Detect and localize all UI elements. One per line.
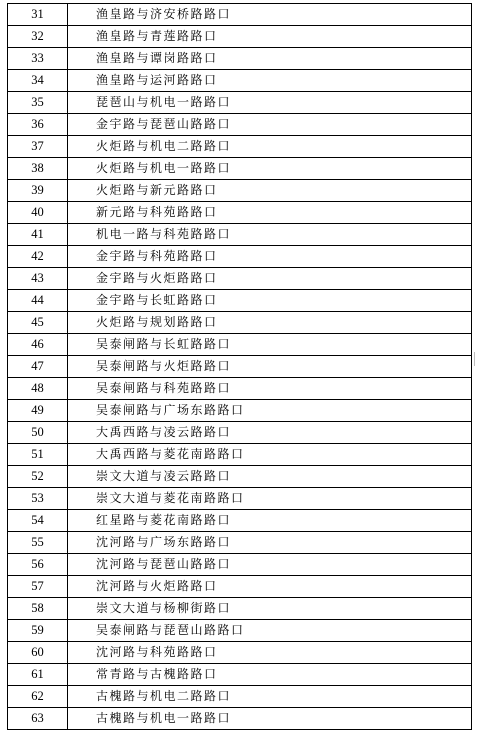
intersection-name: 金宇路与火炬路路口: [68, 268, 472, 290]
row-number: 48: [8, 378, 68, 400]
table-row: [8, 444, 472, 466]
intersection-name: 机电一路与科苑路路口: [68, 224, 472, 246]
intersection-name: 金宇路与琵琶山路路口: [68, 114, 472, 136]
row-number: 51: [8, 444, 68, 466]
row-number: 43: [8, 268, 68, 290]
intersection-name: 火炬路与机电二路路口: [68, 136, 472, 158]
table-row: [8, 224, 472, 246]
intersection-name: 大禹西路与凌云路路口: [68, 422, 472, 444]
row-number: 37: [8, 136, 68, 158]
table-row: [8, 268, 472, 290]
intersection-name: 沈河路与火炬路路口: [68, 576, 472, 598]
table-row: [8, 246, 472, 268]
table-row: [8, 510, 472, 532]
table-row: [8, 576, 472, 598]
row-number: 50: [8, 422, 68, 444]
intersection-name: 常青路与古槐路路口: [68, 664, 472, 686]
row-number: 59: [8, 620, 68, 642]
row-number: 34: [8, 70, 68, 92]
table-row: [8, 202, 472, 224]
intersection-table: [7, 3, 472, 730]
intersection-name: 吴泰闸路与长虹路路口: [68, 334, 472, 356]
row-number: 56: [8, 554, 68, 576]
table-row: [8, 664, 472, 686]
table-row: [8, 70, 472, 92]
row-number: 33: [8, 48, 68, 70]
row-number: 38: [8, 158, 68, 180]
row-number: 49: [8, 400, 68, 422]
row-number: 36: [8, 114, 68, 136]
intersection-name: 古槐路与机电二路路口: [68, 686, 472, 708]
intersection-name: 沈河路与科苑路路口: [68, 642, 472, 664]
intersection-name: 吴泰闸路与火炬路路口: [68, 356, 472, 378]
intersection-name: 吴泰闸路与琵琶山路路口: [68, 620, 472, 642]
table-row: [8, 598, 472, 620]
table-row: [8, 290, 472, 312]
intersection-name: 渔皇路与济安桥路路口: [68, 4, 472, 26]
row-number: 39: [8, 180, 68, 202]
table-row: [8, 136, 472, 158]
table-row: [8, 26, 472, 48]
intersection-name: 吴泰闸路与科苑路路口: [68, 378, 472, 400]
row-number: 62: [8, 686, 68, 708]
intersection-name: 新元路与科苑路路口: [68, 202, 472, 224]
table-row: [8, 378, 472, 400]
intersection-name: 金宇路与科苑路路口: [68, 246, 472, 268]
row-number: 57: [8, 576, 68, 598]
row-number: 53: [8, 488, 68, 510]
intersection-name: 火炬路与机电一路路口: [68, 158, 472, 180]
row-number: 58: [8, 598, 68, 620]
table-row: [8, 488, 472, 510]
row-number: 63: [8, 708, 68, 730]
intersection-name: 琵琶山与机电一路路口: [68, 92, 472, 114]
intersection-name: 红星路与菱花南路路口: [68, 510, 472, 532]
table-row: [8, 642, 472, 664]
row-number: 61: [8, 664, 68, 686]
intersection-name: 崇文大道与凌云路路口: [68, 466, 472, 488]
row-number: 46: [8, 334, 68, 356]
table-row: [8, 422, 472, 444]
intersection-name: 古槐路与机电一路路口: [68, 708, 472, 730]
row-number: 42: [8, 246, 68, 268]
row-number: 60: [8, 642, 68, 664]
table-row: [8, 4, 472, 26]
intersection-name: 火炬路与新元路路口: [68, 180, 472, 202]
table-row: [8, 554, 472, 576]
row-number: 44: [8, 290, 68, 312]
intersection-name: 渔皇路与运河路路口: [68, 70, 472, 92]
intersection-name: 渔皇路与谭岗路路口: [68, 48, 472, 70]
intersection-name: 崇文大道与杨柳街路口: [68, 598, 472, 620]
table-row: [8, 708, 472, 730]
table-row: [8, 620, 472, 642]
table-row: [8, 180, 472, 202]
row-number: 40: [8, 202, 68, 224]
intersection-name: 沈河路与琵琶山路路口: [68, 554, 472, 576]
intersection-name: 火炬路与规划路路口: [68, 312, 472, 334]
row-number: 52: [8, 466, 68, 488]
table-row: [8, 466, 472, 488]
row-number: 35: [8, 92, 68, 114]
intersection-name: 吴泰闸路与广场东路路口: [68, 400, 472, 422]
row-number: 47: [8, 356, 68, 378]
intersection-name: 崇文大道与菱花南路路口: [68, 488, 472, 510]
table-row: [8, 48, 472, 70]
intersection-name: 大禹西路与菱花南路路口: [68, 444, 472, 466]
table-row: [8, 158, 472, 180]
table-row: [8, 92, 472, 114]
table-row: [8, 312, 472, 334]
row-number: 41: [8, 224, 68, 246]
table-row: [8, 334, 472, 356]
table-body: [8, 4, 472, 730]
table-row: [8, 686, 472, 708]
table-row: [8, 356, 472, 378]
table-row: [8, 532, 472, 554]
page-edge-mark: [474, 352, 475, 366]
row-number: 31: [8, 4, 68, 26]
intersection-name: 渔皇路与青莲路路口: [68, 26, 472, 48]
intersection-name: 金宇路与长虹路路口: [68, 290, 472, 312]
row-number: 32: [8, 26, 68, 48]
row-number: 54: [8, 510, 68, 532]
row-number: 45: [8, 312, 68, 334]
row-number: 55: [8, 532, 68, 554]
intersection-name: 沈河路与广场东路路口: [68, 532, 472, 554]
table-row: [8, 114, 472, 136]
table-row: [8, 400, 472, 422]
